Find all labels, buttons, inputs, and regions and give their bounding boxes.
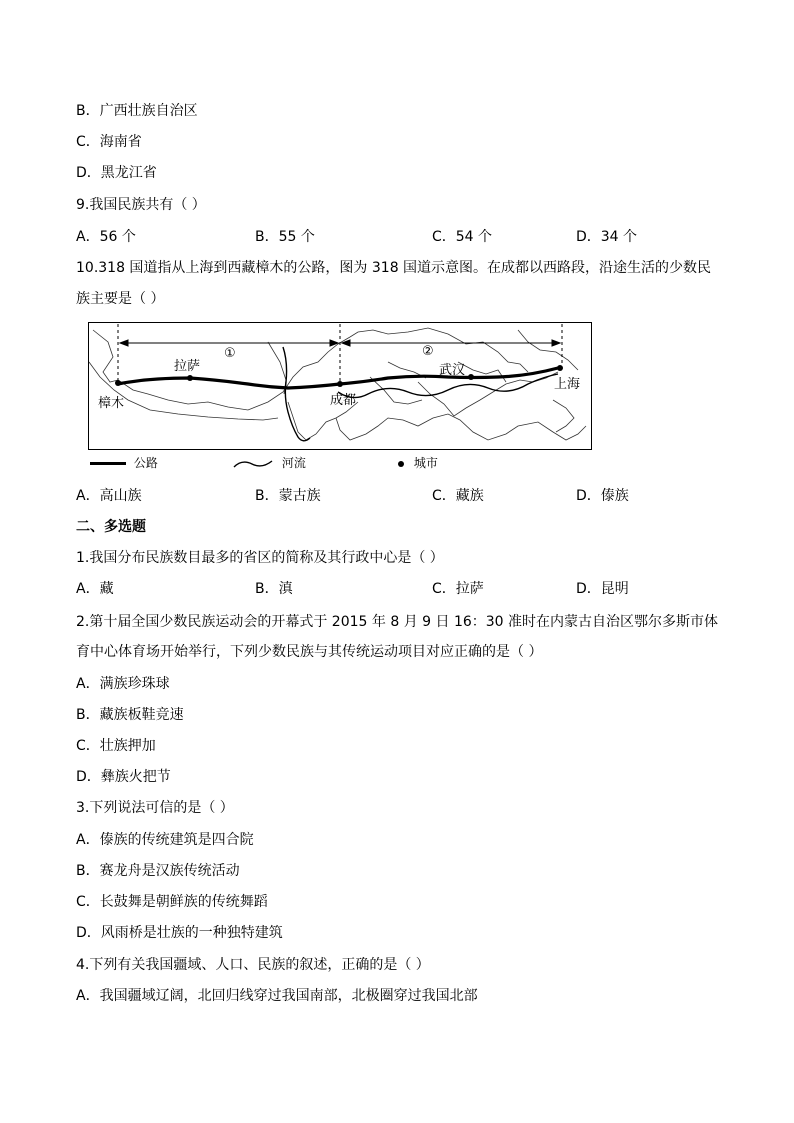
city-dot-chengdu (337, 381, 343, 387)
label-wuhan: 武汉 (439, 363, 466, 378)
legend-city-label: 城市 (413, 456, 438, 470)
m2-stem-line2: 育中心体育场开始举行，下列少数民族与其传统运动项目对应正确的是（ ） (76, 644, 543, 660)
q10-option-d: D．傣族 (576, 488, 629, 504)
m4-stem: 4.下列有关我国疆域、人口、民族的叙述，正确的是（ ） (76, 957, 430, 973)
q10-stem-line2: 族主要是（ ） (76, 291, 165, 307)
m1-stem: 1.我国分布民族数目最多的省区的简称及其行政中心是（ ） (76, 550, 444, 566)
q8-option-c: C．海南省 (76, 134, 142, 150)
m1-option-a: A．藏 (76, 581, 114, 597)
legend-road-label: 公路 (133, 456, 158, 470)
city-dot-zhangmu (115, 380, 121, 386)
m3-stem: 3.下列说法可信的是（ ） (76, 800, 234, 816)
route-318-map (88, 322, 593, 450)
legend-city-dot (398, 461, 404, 467)
m4-option-a: A．我国疆域辽阔，北回归线穿过我国南部，北极圈穿过我国北部 (76, 988, 478, 1004)
legend-river-swatch (232, 457, 274, 471)
m2-option-d: D．彝族火把节 (76, 769, 171, 785)
q10-option-b: B．蒙古族 (255, 488, 321, 504)
q10-options (0, 486, 794, 506)
m2-option-b: B．藏族板鞋竞速 (76, 707, 184, 723)
q9-option-d: D．34 个 (576, 229, 638, 245)
q8-option-b: B．广西壮族自治区 (76, 103, 198, 119)
m2-option-c: C．壮族押加 (76, 738, 156, 754)
label-segment-two: ② (422, 344, 434, 359)
legend-road (90, 454, 158, 472)
q9-option-b: B．55 个 (255, 229, 315, 245)
q10-stem-line1: 10.318 国道指从上海到西藏樟木的公路，图为 318 国道示意图。在成都以西路段，沿途生活的少数民 (76, 260, 712, 276)
m1-option-c: C．拉萨 (432, 581, 484, 597)
city-dot-shanghai (557, 365, 563, 371)
label-zhangmu: 樟木 (98, 396, 125, 411)
m1-options (0, 579, 794, 599)
legend-river-label: 河流 (281, 456, 306, 470)
label-lhasa: 拉萨 (174, 359, 201, 374)
q9-stem: 9.我国民族共有（ ） (76, 197, 206, 213)
m3-option-b: B．赛龙舟是汉族传统活动 (76, 863, 240, 879)
label-segment-one: ① (224, 346, 236, 361)
city-dot-lhasa (187, 375, 193, 381)
m1-option-d: D．昆明 (576, 581, 629, 597)
m2-stem-line1: 2.第十届全国少数民族运动会的开幕式于 2015 年 8 月 9 日 16：30 准时在内蒙古自治区鄂尔多斯市体 (76, 614, 719, 630)
label-chengdu: 成都 (330, 393, 357, 408)
q10-option-a: A．高山族 (76, 488, 142, 504)
m1-option-b: B．滇 (255, 581, 293, 597)
legend-road-swatch (90, 462, 126, 465)
legend-city (398, 454, 438, 472)
m2-option-a: A．满族珍珠球 (76, 676, 170, 692)
section-title-multiple-choice: 二、多选题 (76, 519, 146, 535)
city-dot-wuhan (468, 374, 474, 380)
q8-option-d: D．黑龙江省 (76, 165, 157, 181)
m3-option-d: D．风雨桥是壮族的一种独特建筑 (76, 925, 283, 941)
label-shanghai: 上海 (554, 377, 581, 392)
q10-option-c: C．藏族 (432, 488, 484, 504)
q9-option-a: A．56 个 (76, 229, 136, 245)
q9-options (0, 227, 794, 247)
q9-option-c: C．54 个 (432, 229, 493, 245)
m3-option-c: C．长鼓舞是朝鲜族的传统舞蹈 (76, 894, 268, 910)
legend-river (232, 454, 306, 472)
m3-option-a: A．傣族的传统建筑是四合院 (76, 832, 254, 848)
